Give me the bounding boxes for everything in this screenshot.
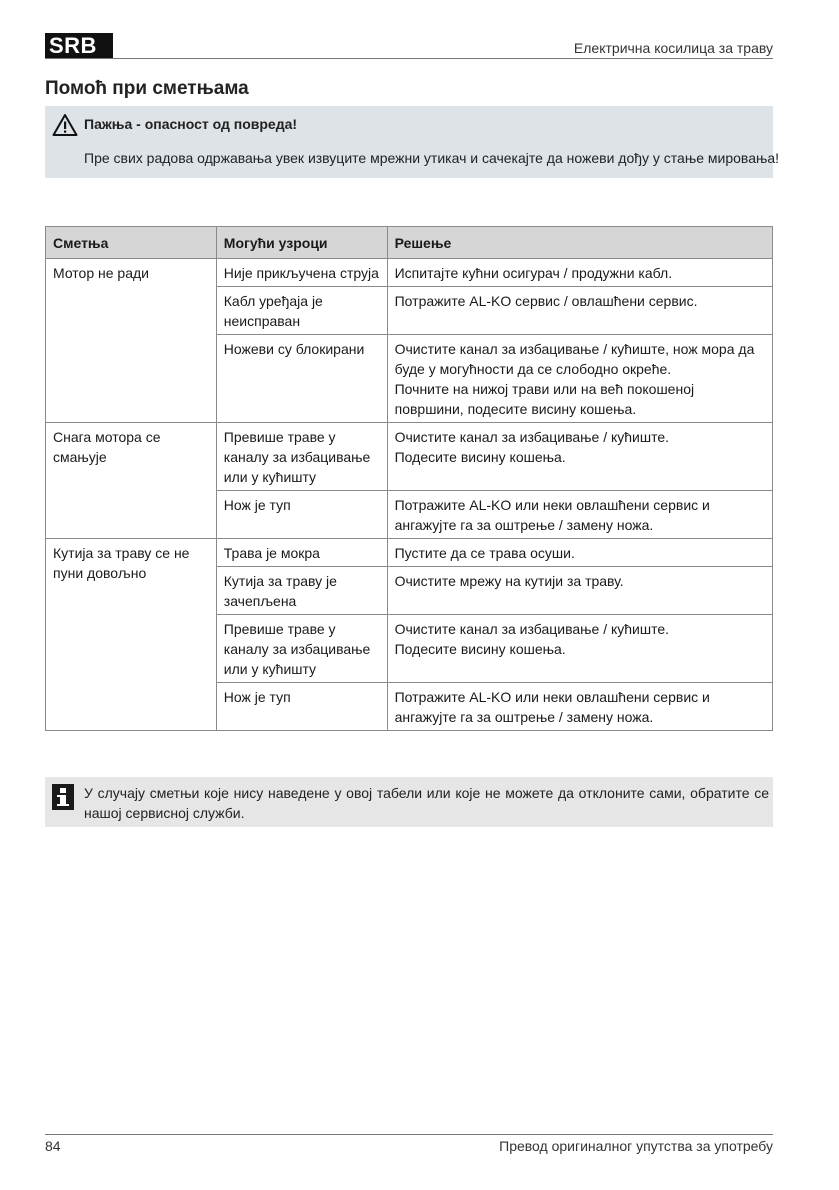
- cause-cell: Кутија за траву је зачепљена: [216, 567, 387, 615]
- solution-line: Очистите канал за избацивање / кућиште, нож мора да буде у могућности да се слободно окреће.: [394, 341, 755, 377]
- cause-cell: Превише траве у каналу за избацивање или у кућишту: [216, 615, 387, 683]
- solution-cell: [387, 615, 772, 683]
- document-title: Електрична косилица за траву: [573, 40, 773, 56]
- solution-cell: [387, 491, 772, 539]
- column-header-fault: Сметња: [46, 227, 217, 259]
- cause-cell: Нож је туп: [216, 491, 387, 539]
- solution-line: Очистите канал за избацивање / кућиште.: [394, 621, 670, 637]
- solution-line: Очистите мрежу на кутији за траву.: [394, 573, 624, 589]
- info-box: [45, 777, 773, 827]
- language-badge: SRB: [45, 33, 113, 59]
- cause-cell: Није прикључена струја: [216, 259, 387, 287]
- cause-cell: Нож је туп: [216, 683, 387, 731]
- solution-cell: [387, 539, 772, 567]
- cause-cell: Трава је мокра: [216, 539, 387, 567]
- warning-text: Пре свих радова одржавања увек извуците мрежни утикач и сачекајте да ножеви дођу у стање мировања!: [84, 150, 780, 166]
- troubleshooting-table: [45, 226, 773, 731]
- table-header-row: [46, 227, 773, 259]
- info-icon: [52, 784, 74, 810]
- solution-cell: [387, 335, 772, 423]
- solution-cell: [387, 423, 772, 491]
- fault-cell: Мотор не ради: [46, 259, 217, 423]
- column-header-solution: Решење: [387, 227, 772, 259]
- table-row: [46, 539, 773, 567]
- table-row: [46, 259, 773, 287]
- footer-title: Превод оригиналног упутства за употребу: [499, 1138, 773, 1154]
- fault-cell: Кутија за траву се не пуни довољно: [46, 539, 217, 731]
- section-title: Помоћ при сметњама: [45, 78, 249, 99]
- column-header-causes: Могући узроци: [216, 227, 387, 259]
- solution-line: Почните на нижој трави или на већ покошеној површини, подесите висину кошења.: [394, 381, 695, 417]
- page-number: 84: [45, 1138, 61, 1154]
- solution-line: Потражите AL-KO сервис / овлашћени сервис.: [394, 293, 698, 309]
- solution-cell: [387, 259, 772, 287]
- info-text: У случају сметњи које нису наведене у овој табели или које не можете да отклоните сами, обратите се нашој сервисној служби.: [84, 785, 769, 821]
- cause-cell: Ножеви су блокирани: [216, 335, 387, 423]
- solution-line: Очистите канал за избацивање / кућиште.: [394, 429, 670, 445]
- solution-line: Подесите висину кошења.: [394, 641, 566, 657]
- solution-line: Испитајте кућни осигурач / продужни кабл.: [394, 265, 673, 281]
- cause-cell: Кабл уређаја је неисправан: [216, 287, 387, 335]
- header-divider: [45, 58, 773, 59]
- solution-cell: [387, 683, 772, 731]
- table-row: [46, 423, 773, 491]
- footer-divider: [45, 1134, 773, 1135]
- solution-cell: [387, 287, 772, 335]
- solution-line: Потражите AL-KO или неки овлашћени сервис и ангажујте га за оштрење / замену ножа.: [394, 689, 710, 725]
- solution-line: Подесите висину кошења.: [394, 449, 566, 465]
- solution-cell: [387, 567, 772, 615]
- solution-line: Потражите AL-KO или неки овлашћени сервис и ангажујте га за оштрење / замену ножа.: [394, 497, 710, 533]
- warning-box: [45, 106, 780, 178]
- warning-heading: Пажња - опасност од повреда!: [84, 116, 298, 132]
- warning-triangle-icon: [52, 113, 78, 137]
- cause-cell: Превише траве у каналу за избацивање или у кућишту: [216, 423, 387, 491]
- fault-cell: Снага мотора се смањује: [46, 423, 217, 539]
- solution-line: Пустите да се трава осуши.: [394, 545, 575, 561]
